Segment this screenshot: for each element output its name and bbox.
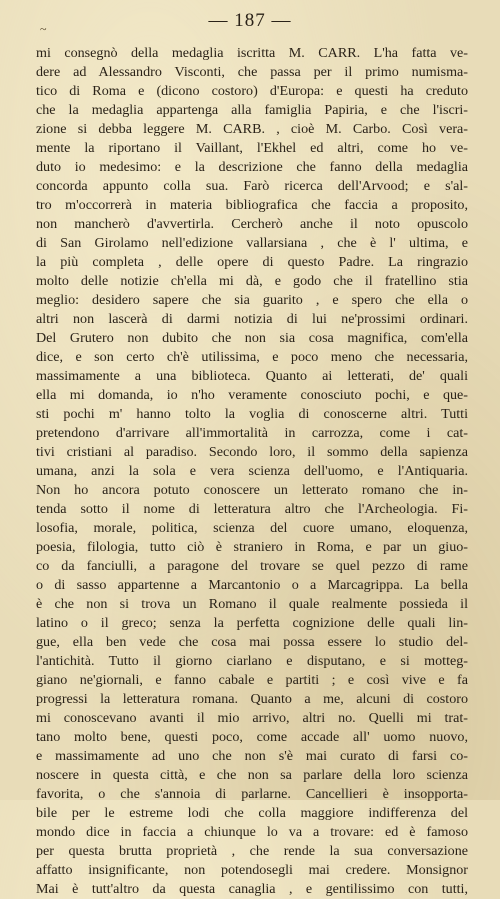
text-line-content: pretendono d'arrivare all'immortalità in carrozza, come i cat- xyxy=(36,425,468,441)
text-line-content: mondo dice in faccia a chiunque lo va a trovare: ed è famoso xyxy=(36,824,468,840)
text-line-content: massimamente a una biblioteca. Quanto ai letterati, de' quali xyxy=(36,368,468,384)
page-number: — 187 — xyxy=(208,10,292,31)
text-line-content: concorda appunto colla sua. Farò ricerca dell'Arvood; e s'al- xyxy=(36,178,468,194)
text-line xyxy=(36,310,468,329)
text-line-content: sti pochi m' hanno tolto la voglia di conoscerne altri. Tutti xyxy=(36,406,468,422)
text-line-content: meglio: desidero sapere che sia guarito , e spero che ella o xyxy=(36,292,468,308)
text-line-content: dere ad Alessandro Visconti, che passa per il primo numisma- xyxy=(36,64,468,80)
text-line xyxy=(36,82,468,101)
text-line-content: affatto insignificante, non potendosegli mai credere. Monsignor xyxy=(36,862,468,878)
text-line xyxy=(36,63,468,82)
text-line xyxy=(36,766,468,785)
text-line-content: favorita, o che s'annoia di parlarne. Cancellieri è insopporta- xyxy=(36,786,468,802)
text-line-content: mi consegnò della medaglia iscritta M. CARR. L'ha fatta ve- xyxy=(36,45,468,61)
text-line xyxy=(36,519,468,538)
text-line xyxy=(36,481,468,500)
text-line xyxy=(36,405,468,424)
margin-mark: ~ xyxy=(40,22,47,36)
text-line xyxy=(36,44,468,63)
text-line xyxy=(36,709,468,728)
text-line-content: o di sasso appartenne a Marcantonio o a Marcagrippa. La bella xyxy=(36,577,468,593)
text-line-content: la più completa , delle opere di questo Padre. La ringrazio xyxy=(36,254,468,270)
text-line xyxy=(36,101,468,120)
text-line xyxy=(36,272,468,291)
text-line xyxy=(36,196,468,215)
text-line xyxy=(36,804,468,823)
text-line-content: Del Grutero non dubito che non sia cosa magnifica, com'ella xyxy=(36,330,468,346)
text-line xyxy=(36,728,468,747)
text-line xyxy=(36,291,468,310)
text-line-content: è che non si trova un Romano il quale realmente possieda il xyxy=(36,596,468,612)
text-line-content: zione si debba leggere M. CARB. , cioè M. Carbo. Così vera- xyxy=(36,121,468,137)
text-line xyxy=(36,842,468,861)
body-text xyxy=(36,44,468,899)
text-line xyxy=(36,158,468,177)
text-line-content: mente la riportano il Vaillant, l'Ekhel ed altri, come ho ve- xyxy=(36,140,468,156)
text-line-content: tenda sotto il nome di letteratura altro che l'Archeologia. Fi- xyxy=(36,501,468,517)
text-line xyxy=(36,538,468,557)
text-line xyxy=(36,823,468,842)
text-line xyxy=(36,500,468,519)
text-line xyxy=(36,215,468,234)
text-line xyxy=(36,424,468,443)
text-line-content: tro m'occorrerà in materia bibliografica che faccia a proposito, xyxy=(36,197,468,213)
text-line-content: co da fanciulli, a paragone del trovare se quel pezzo di rame xyxy=(36,558,468,574)
text-line-content: bile per le estreme lodi che colla maggiore indifferenza del xyxy=(36,805,468,821)
text-line xyxy=(36,443,468,462)
text-line-content: tivi cristiani al paradiso. Secondo loro, il sommo della sapienza xyxy=(36,444,468,460)
text-line-content: dice, e son certo ch'è utilissima, e poco meno che necessaria, xyxy=(36,349,468,365)
text-line xyxy=(36,690,468,709)
text-line-content: gue, ella ben vede che cosa mai possa essere lo studio del- xyxy=(36,634,468,650)
text-line-content: latino o il greco; senza la perfetta cognizione delle quali lin- xyxy=(36,615,468,631)
text-line-content: tano molto bene, questi poco, come accade all' uomo nuovo, xyxy=(36,729,468,745)
text-line-content: poesia, filologia, tutto ciò è straniero in Roma, e par un giuo- xyxy=(36,539,468,555)
text-line xyxy=(36,177,468,196)
text-line xyxy=(36,557,468,576)
text-line xyxy=(36,614,468,633)
text-line xyxy=(36,652,468,671)
text-line-content: umana, anzi la sola e vera scienza dell'uomo, e l'Antiquaria. xyxy=(36,463,468,479)
text-line-content: giano ne'giornali, e fanno cabale e partiti ; e così vive e fa xyxy=(36,672,468,688)
text-line xyxy=(36,329,468,348)
text-line xyxy=(36,576,468,595)
text-line-content: altri non lascerà di darmi notizia di lui ne'prossimi ordinari. xyxy=(36,311,468,327)
text-line-content: progressi la letteratura romana. Quanto a me, alcuni di costoro xyxy=(36,691,468,707)
text-line xyxy=(36,253,468,272)
text-line xyxy=(36,785,468,804)
text-line xyxy=(36,139,468,158)
text-line xyxy=(36,861,468,880)
text-line-content: losofia, morale, politica, scienza del cuore umano, eloquenza, xyxy=(36,520,468,536)
text-line xyxy=(36,595,468,614)
text-line-content: e massimamente ad uno che non s'è mai curato di farsi co- xyxy=(36,748,468,764)
text-line xyxy=(36,120,468,139)
text-line xyxy=(36,671,468,690)
text-line-content: l'antichità. Tutto il giorno ciarlano e disputano, e si motteg- xyxy=(36,653,468,669)
text-line xyxy=(36,880,468,899)
text-line xyxy=(36,234,468,253)
text-line-content: molto delle notizie ch'ella mi dà, e godo che il fratellino stia xyxy=(36,273,468,289)
text-line xyxy=(36,462,468,481)
text-line-content: di San Girolamo nell'edizione vallarsiana , che è l' ultima, e xyxy=(36,235,468,251)
text-line-content: ella mi domanda, io n'ho veramente conosciuto pochi, e que- xyxy=(36,387,468,403)
text-line xyxy=(36,633,468,652)
text-line xyxy=(36,747,468,766)
text-line-content: tico di Roma e (dicono costoro) d'Europa: e questi ha creduto xyxy=(36,83,468,99)
text-line-content: Non ho ancora potuto conoscere un letterato romano che in- xyxy=(36,482,468,498)
text-line-content: Mai è tutt'altro da questa canaglia , e gentilissimo con tutti, xyxy=(36,881,468,897)
text-line xyxy=(36,367,468,386)
text-line-content: che la medaglia appartenga alla famiglia Papiria, e che l'iscri- xyxy=(36,102,468,118)
text-line-content: per questa brutta proprietà , che rende la sua conversazione xyxy=(36,843,468,859)
text-line-content: mi conoscevano avanti il mio arrivo, altri no. Quelli mi trat- xyxy=(36,710,468,726)
text-line-content: noscere in questa città, e che non sa parlare della loro scienza xyxy=(36,767,468,783)
text-line-content: duto io medesimo: e la descrizione che fanno della medaglia xyxy=(36,159,468,175)
text-line xyxy=(36,348,468,367)
text-line-content: non mancherò d'avvertirla. Cercherò anche il noto opuscolo xyxy=(36,216,468,232)
text-line xyxy=(36,386,468,405)
